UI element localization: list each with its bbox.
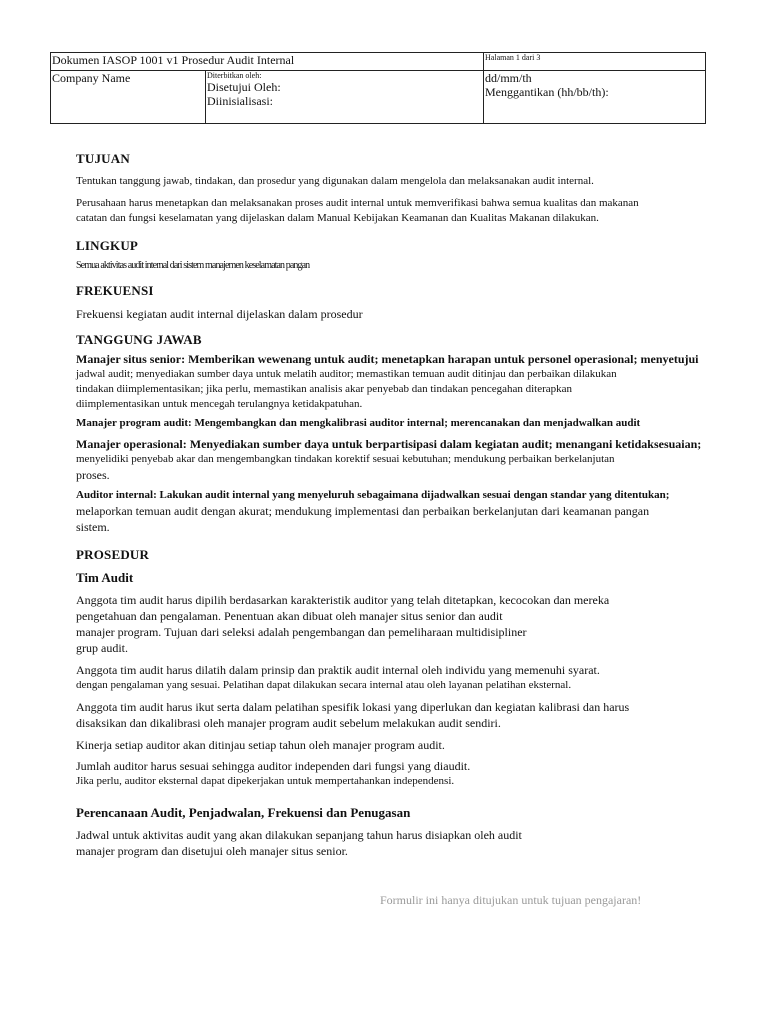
company-cell — [51, 71, 206, 124]
issue-date: dd/mm/th — [485, 71, 532, 85]
tim-paragraph-1-line-2: pengetahuan dan pengalaman. Penentuan akan dibuat oleh manajer situs senior dan audit — [76, 609, 503, 623]
company-name: Company Name — [52, 71, 131, 85]
tujuan-paragraph-1: Tentukan tanggung jawab, tindakan, dan prosedur yang digunakan dalam mengelola dan melaksanakan audit internal. — [76, 175, 594, 187]
approved-by-label: Disetujui Oleh: — [207, 80, 281, 94]
tim-paragraph-1-line-4: grup audit. — [76, 641, 128, 655]
jadwal-paragraph-line-2: manajer program dan disetujui oleh manajer situs senior. — [76, 844, 348, 858]
role-operations-manager-line-3: proses. — [76, 468, 110, 482]
page-cell — [484, 53, 706, 71]
subheading-perencanaan: Perencanaan Audit, Penjadwalan, Frekuensi dan Penugasan — [76, 805, 411, 820]
section-heading-tanggung-jawab: TANGGUNG JAWAB — [76, 332, 202, 347]
section-heading-frekuensi: FREKUENSI — [76, 283, 154, 298]
tim-paragraph-3-line-1: Anggota tim audit harus ikut serta dalam pelatihan spesifik lokasi yang diperlukan dan kegiatan kalibrasi dan harus — [76, 700, 630, 714]
tim-paragraph-5-line-1: Jumlah auditor harus sesuai sehingga auditor independen dari fungsi yang diaudit. — [76, 759, 471, 773]
tim-paragraph-2-line-2: dengan pengalaman yang sesuai. Pelatihan dapat dilakukan secara internal atau oleh layanan pelatihan eksternal. — [76, 679, 572, 691]
tim-paragraph-2-line-1: Anggota tim audit harus dilatih dalam prinsip dan praktik audit internal oleh individu yang memenuhi syarat. — [76, 663, 600, 677]
replaces-label: Menggantikan (hh/bb/th): — [485, 85, 609, 99]
role-internal-auditor-line-3: sistem. — [76, 520, 110, 534]
section-heading-prosedur: PROSEDUR — [76, 547, 150, 562]
initialed-label: Diinisialisasi: — [207, 94, 273, 108]
teaching-disclaimer: Formulir ini hanya ditujukan untuk tujuan pengajaran! — [380, 893, 642, 907]
lingkup-paragraph: Semua aktivitas audit internal dari sistem manajemen keselamatan pangan — [76, 260, 310, 271]
role-senior-manager-line-4: diimplementasikan untuk mencegah terulangnya ketidakpatuhan. — [76, 398, 363, 410]
role-internal-auditor-line-1: Auditor internal: Lakukan audit internal yang menyeluruh sebagaimana dijadwalkan sesuai dengan standar yang ditentukan; — [76, 489, 670, 501]
role-program-manager: Manajer program audit: Mengembangkan dan mengkalibrasi auditor internal; merencanakan dan menjadwalkan audit — [76, 417, 641, 429]
role-internal-auditor-line-2: melaporkan temuan audit dengan akurat; mendukung implementasi dan perbaikan berkelanjutan dari keamanan pangan — [76, 504, 650, 518]
document-header-table — [50, 52, 706, 124]
doc-title: Dokumen IASOP 1001 v1 Prosedur Audit Internal — [52, 53, 295, 67]
section-heading-lingkup: LINGKUP — [76, 238, 139, 253]
tujuan-paragraph-2-line-1: Perusahaan harus menetapkan dan melaksanakan proses audit internal untuk memverifikasi bahwa semua kualitas dan makanan — [76, 197, 639, 209]
tujuan-paragraph-2-line-2: catatan dan fungsi keselamatan yang dijelaskan dalam Manual Kebijakan Keamanan dan Kualitas Makanan dilakukan. — [76, 212, 599, 224]
tim-paragraph-3-line-2: disaksikan dan dikalibrasi oleh manajer program audit sebelum melakukan audit sendiri. — [76, 716, 501, 730]
role-operations-manager-line-2: menyelidiki penyebab akar dan mengembangkan tindakan korektif sesuai kebutuhan; mendukung perbaikan berkelanjutan — [76, 453, 615, 465]
date-cell — [484, 71, 706, 124]
frekuensi-paragraph: Frekuensi kegiatan audit internal dijelaskan dalam prosedur — [76, 307, 363, 321]
issued-by-label: Diterbitkan oleh: — [207, 71, 262, 80]
jadwal-paragraph-line-1: Jadwal untuk aktivitas audit yang akan dilakukan sepanjang tahun harus disiapkan oleh audit — [76, 828, 522, 842]
role-senior-manager-line-3: tindakan diimplementasikan; jika perlu, memastikan analisis akar penyebab dan tindakan pencegahan diterapkan — [76, 383, 573, 395]
subheading-tim-audit: Tim Audit — [76, 570, 134, 585]
doc-title-cell — [51, 53, 484, 71]
role-operations-manager-line-1: Manajer operasional: Menyediakan sumber daya untuk berpartisipasi dalam kegiatan audit; menangani ketidaksesuaian; — [76, 437, 702, 451]
page-number: Halaman 1 dari 3 — [485, 53, 541, 62]
role-senior-manager-line-1: Manajer situs senior: Memberikan wewenang untuk audit; menetapkan harapan untuk personel operasional; menyetujui — [76, 352, 699, 366]
section-heading-tujuan: TUJUAN — [76, 151, 130, 166]
role-senior-manager-line-2: jadwal audit; menyediakan sumber daya untuk melatih auditor; memastikan temuan audit ditinjau dan perbaikan dilakukan — [76, 368, 617, 380]
tim-paragraph-1-line-3: manajer program. Tujuan dari seleksi adalah pengembangan dan pemeliharaan multidisipliner — [76, 625, 527, 639]
tim-paragraph-5-line-2: Jika perlu, auditor eksternal dapat dipekerjakan untuk mempertahankan independensi. — [76, 775, 455, 787]
document-body — [76, 150, 756, 859]
approval-cell — [206, 71, 484, 124]
tim-paragraph-4: Kinerja setiap auditor akan ditinjau setiap tahun oleh manajer program audit. — [76, 738, 445, 752]
tim-paragraph-1-line-1: Anggota tim audit harus dipilih berdasarkan karakteristik auditor yang telah ditetapkan, kecocokan dan mereka — [76, 593, 610, 607]
